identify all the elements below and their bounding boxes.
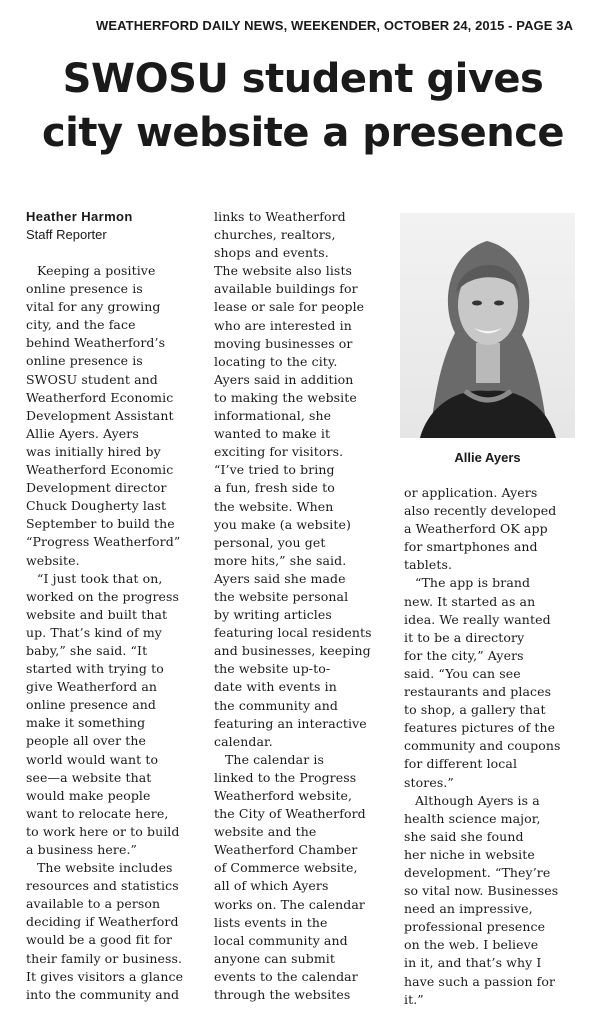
text-line: in it, and that’s why I bbox=[404, 955, 542, 971]
text-line: “I’ve tried to bring bbox=[214, 462, 335, 478]
text-line: online presence is bbox=[26, 353, 143, 369]
text-line: or application. Ayers bbox=[404, 485, 538, 500]
text-line: all of which Ayers bbox=[214, 878, 329, 894]
text-line: September to build the bbox=[26, 516, 175, 532]
text-line: website and built that bbox=[26, 606, 168, 622]
text-line: Development Assistant bbox=[26, 407, 174, 423]
text-line: Chuck Dougherty last bbox=[26, 498, 167, 514]
text-line: links to Weatherford bbox=[214, 209, 346, 224]
text-line: see—a website that bbox=[26, 769, 152, 785]
text-line: Development director bbox=[26, 480, 167, 496]
text-line: up. That’s kind of my bbox=[26, 624, 162, 640]
text-line: “I just took that on, bbox=[37, 570, 163, 586]
text-line: make it something bbox=[26, 715, 146, 731]
byline-role: Staff Reporter bbox=[26, 227, 107, 242]
text-line: so vital now. Businesses bbox=[404, 883, 559, 899]
text-line: by writing articles bbox=[214, 607, 332, 623]
text-line: features pictures of the bbox=[404, 720, 556, 736]
text-line: people all over the bbox=[26, 733, 147, 749]
text-line: baby,” she said. “It bbox=[26, 642, 148, 658]
text-line: the website. When bbox=[214, 498, 334, 514]
text-line: “The app is brand bbox=[415, 575, 531, 591]
text-line: their family or business. bbox=[26, 950, 183, 966]
text-line: calendar. bbox=[214, 733, 273, 749]
headline-line-2: city website a presence bbox=[41, 110, 565, 156]
photo-caption: Allie Ayers bbox=[454, 450, 521, 465]
text-line: Weatherford Economic bbox=[26, 389, 174, 405]
page-header: WEATHERFORD DAILY NEWS, WEEKENDER, OCTOBER 24, 2015 - PAGE 3A bbox=[96, 18, 574, 33]
text-line: vital for any growing bbox=[26, 299, 161, 315]
text-line: was initially hired by bbox=[26, 443, 161, 459]
text-line: the website personal bbox=[214, 588, 349, 604]
text-line: for different local bbox=[404, 756, 518, 772]
text-line: for the city,” Ayers bbox=[404, 647, 524, 663]
text-line: Ayers said in addition bbox=[214, 371, 354, 387]
text-line: it.” bbox=[404, 991, 424, 1007]
text-line: started with trying to bbox=[26, 661, 164, 677]
text-line: through the websites bbox=[214, 987, 351, 1003]
text-line: restaurants and places bbox=[404, 684, 552, 700]
text-line: wanted to make it bbox=[214, 426, 331, 442]
text-line: Ayers said she made bbox=[214, 570, 346, 586]
text-line: to making the website bbox=[214, 389, 357, 405]
text-line: churches, realtors, bbox=[214, 227, 336, 243]
text-line: featuring local residents bbox=[214, 625, 372, 641]
text-line: online presence is bbox=[26, 281, 143, 297]
text-line: to work here or to build bbox=[26, 823, 180, 839]
text-line: who are interested in bbox=[214, 317, 352, 333]
text-line: events to the calendar bbox=[214, 968, 358, 984]
portrait-photo bbox=[400, 213, 575, 438]
text-line: her niche in website bbox=[404, 846, 535, 862]
text-line: The calendar is bbox=[225, 751, 324, 767]
text-line: online presence and bbox=[26, 697, 157, 713]
text-line: the community and bbox=[214, 697, 339, 713]
text-line: stores.” bbox=[404, 774, 454, 790]
text-line: Keeping a positive bbox=[37, 263, 156, 278]
text-line: exciting for visitors. bbox=[214, 444, 344, 460]
article-column-2 bbox=[214, 208, 372, 1004]
text-line: a Weatherford OK app bbox=[404, 521, 548, 537]
text-line: It gives visitors a glance bbox=[26, 968, 184, 984]
headline bbox=[0, 52, 606, 160]
text-line: you make (a website) bbox=[214, 516, 351, 532]
text-line: personal, you get bbox=[214, 534, 326, 550]
text-line: informational, she bbox=[214, 408, 332, 424]
text-line: of Commerce website, bbox=[214, 860, 358, 876]
article-column-3 bbox=[404, 484, 561, 1009]
text-line: Weatherford Chamber bbox=[214, 842, 358, 858]
text-line: website and the bbox=[214, 824, 317, 840]
text-line: date with events in bbox=[214, 679, 337, 695]
text-line: lists events in the bbox=[214, 914, 328, 930]
text-line: tablets. bbox=[404, 557, 453, 573]
text-line: Allie Ayers. Ayers bbox=[26, 425, 139, 441]
text-line: “Progress Weatherford” bbox=[26, 534, 181, 550]
text-line: available to a person bbox=[26, 896, 161, 912]
text-line: shops and events. bbox=[214, 245, 329, 261]
text-line: community and coupons bbox=[404, 738, 561, 754]
text-line: world would want to bbox=[26, 751, 159, 767]
text-line: new. It started as an bbox=[404, 593, 536, 609]
text-line: city, and the face bbox=[26, 317, 136, 333]
byline-author: Heather Harmon bbox=[26, 209, 133, 224]
text-line: featuring an interactive bbox=[214, 715, 367, 731]
text-line: The website includes bbox=[37, 860, 173, 876]
text-line: into the community and bbox=[26, 986, 180, 1002]
text-line: lease or sale for people bbox=[214, 299, 365, 315]
text-line: local community and bbox=[214, 932, 348, 948]
text-line: deciding if Weatherford bbox=[26, 914, 179, 930]
text-line: resources and statistics bbox=[26, 878, 179, 894]
text-line: she said she found bbox=[404, 828, 524, 844]
text-line: it to be a directory bbox=[404, 629, 525, 645]
text-line: website. bbox=[26, 552, 80, 568]
portrait-image bbox=[400, 213, 575, 438]
text-line: need an impressive, bbox=[404, 901, 533, 917]
text-line: worked on the progress bbox=[26, 588, 180, 604]
text-line: and businesses, keeping bbox=[214, 643, 371, 659]
text-line: more hits,” she said. bbox=[214, 552, 347, 568]
text-line: a fun, fresh side to bbox=[214, 480, 335, 496]
text-line: locating to the city. bbox=[214, 353, 338, 369]
text-line: development. “They’re bbox=[404, 864, 551, 880]
text-line: works on. The calendar bbox=[214, 896, 365, 912]
text-line: behind Weatherford’s bbox=[26, 335, 166, 351]
byline bbox=[26, 208, 133, 244]
text-line: The website also lists bbox=[214, 263, 353, 279]
text-line: Although Ayers is a bbox=[415, 792, 540, 808]
headline-line-1: SWOSU student gives bbox=[62, 56, 544, 102]
text-line: Weatherford website, bbox=[214, 788, 353, 803]
text-line: anyone can submit bbox=[214, 950, 336, 966]
text-line: SWOSU student and bbox=[26, 371, 158, 387]
text-line: would be a good fit for bbox=[26, 932, 173, 948]
text-line: want to relocate here, bbox=[26, 805, 169, 821]
text-line: would make people bbox=[26, 787, 151, 803]
text-line: the website up-to- bbox=[214, 661, 331, 677]
text-line: to shop, a gallery that bbox=[404, 702, 546, 718]
text-line: professional presence bbox=[404, 919, 546, 935]
text-line: a business here.” bbox=[26, 842, 138, 857]
article-column-1 bbox=[26, 262, 183, 1004]
text-line: linked to the Progress bbox=[214, 769, 357, 785]
text-line: also recently developed bbox=[404, 503, 557, 519]
text-line: Weatherford Economic bbox=[26, 462, 174, 478]
text-line: give Weatherford an bbox=[26, 679, 158, 695]
text-line: idea. We really wanted bbox=[404, 611, 551, 627]
text-line: for smartphones and bbox=[404, 539, 538, 555]
text-line: moving businesses or bbox=[214, 335, 353, 351]
text-line: health science major, bbox=[404, 810, 541, 826]
text-line: on the web. I believe bbox=[404, 937, 539, 953]
text-line: said. “You can see bbox=[404, 665, 521, 681]
text-line: available buildings for bbox=[214, 281, 358, 297]
text-line: have such a passion for bbox=[404, 973, 556, 989]
text-line: the City of Weatherford bbox=[214, 806, 366, 822]
